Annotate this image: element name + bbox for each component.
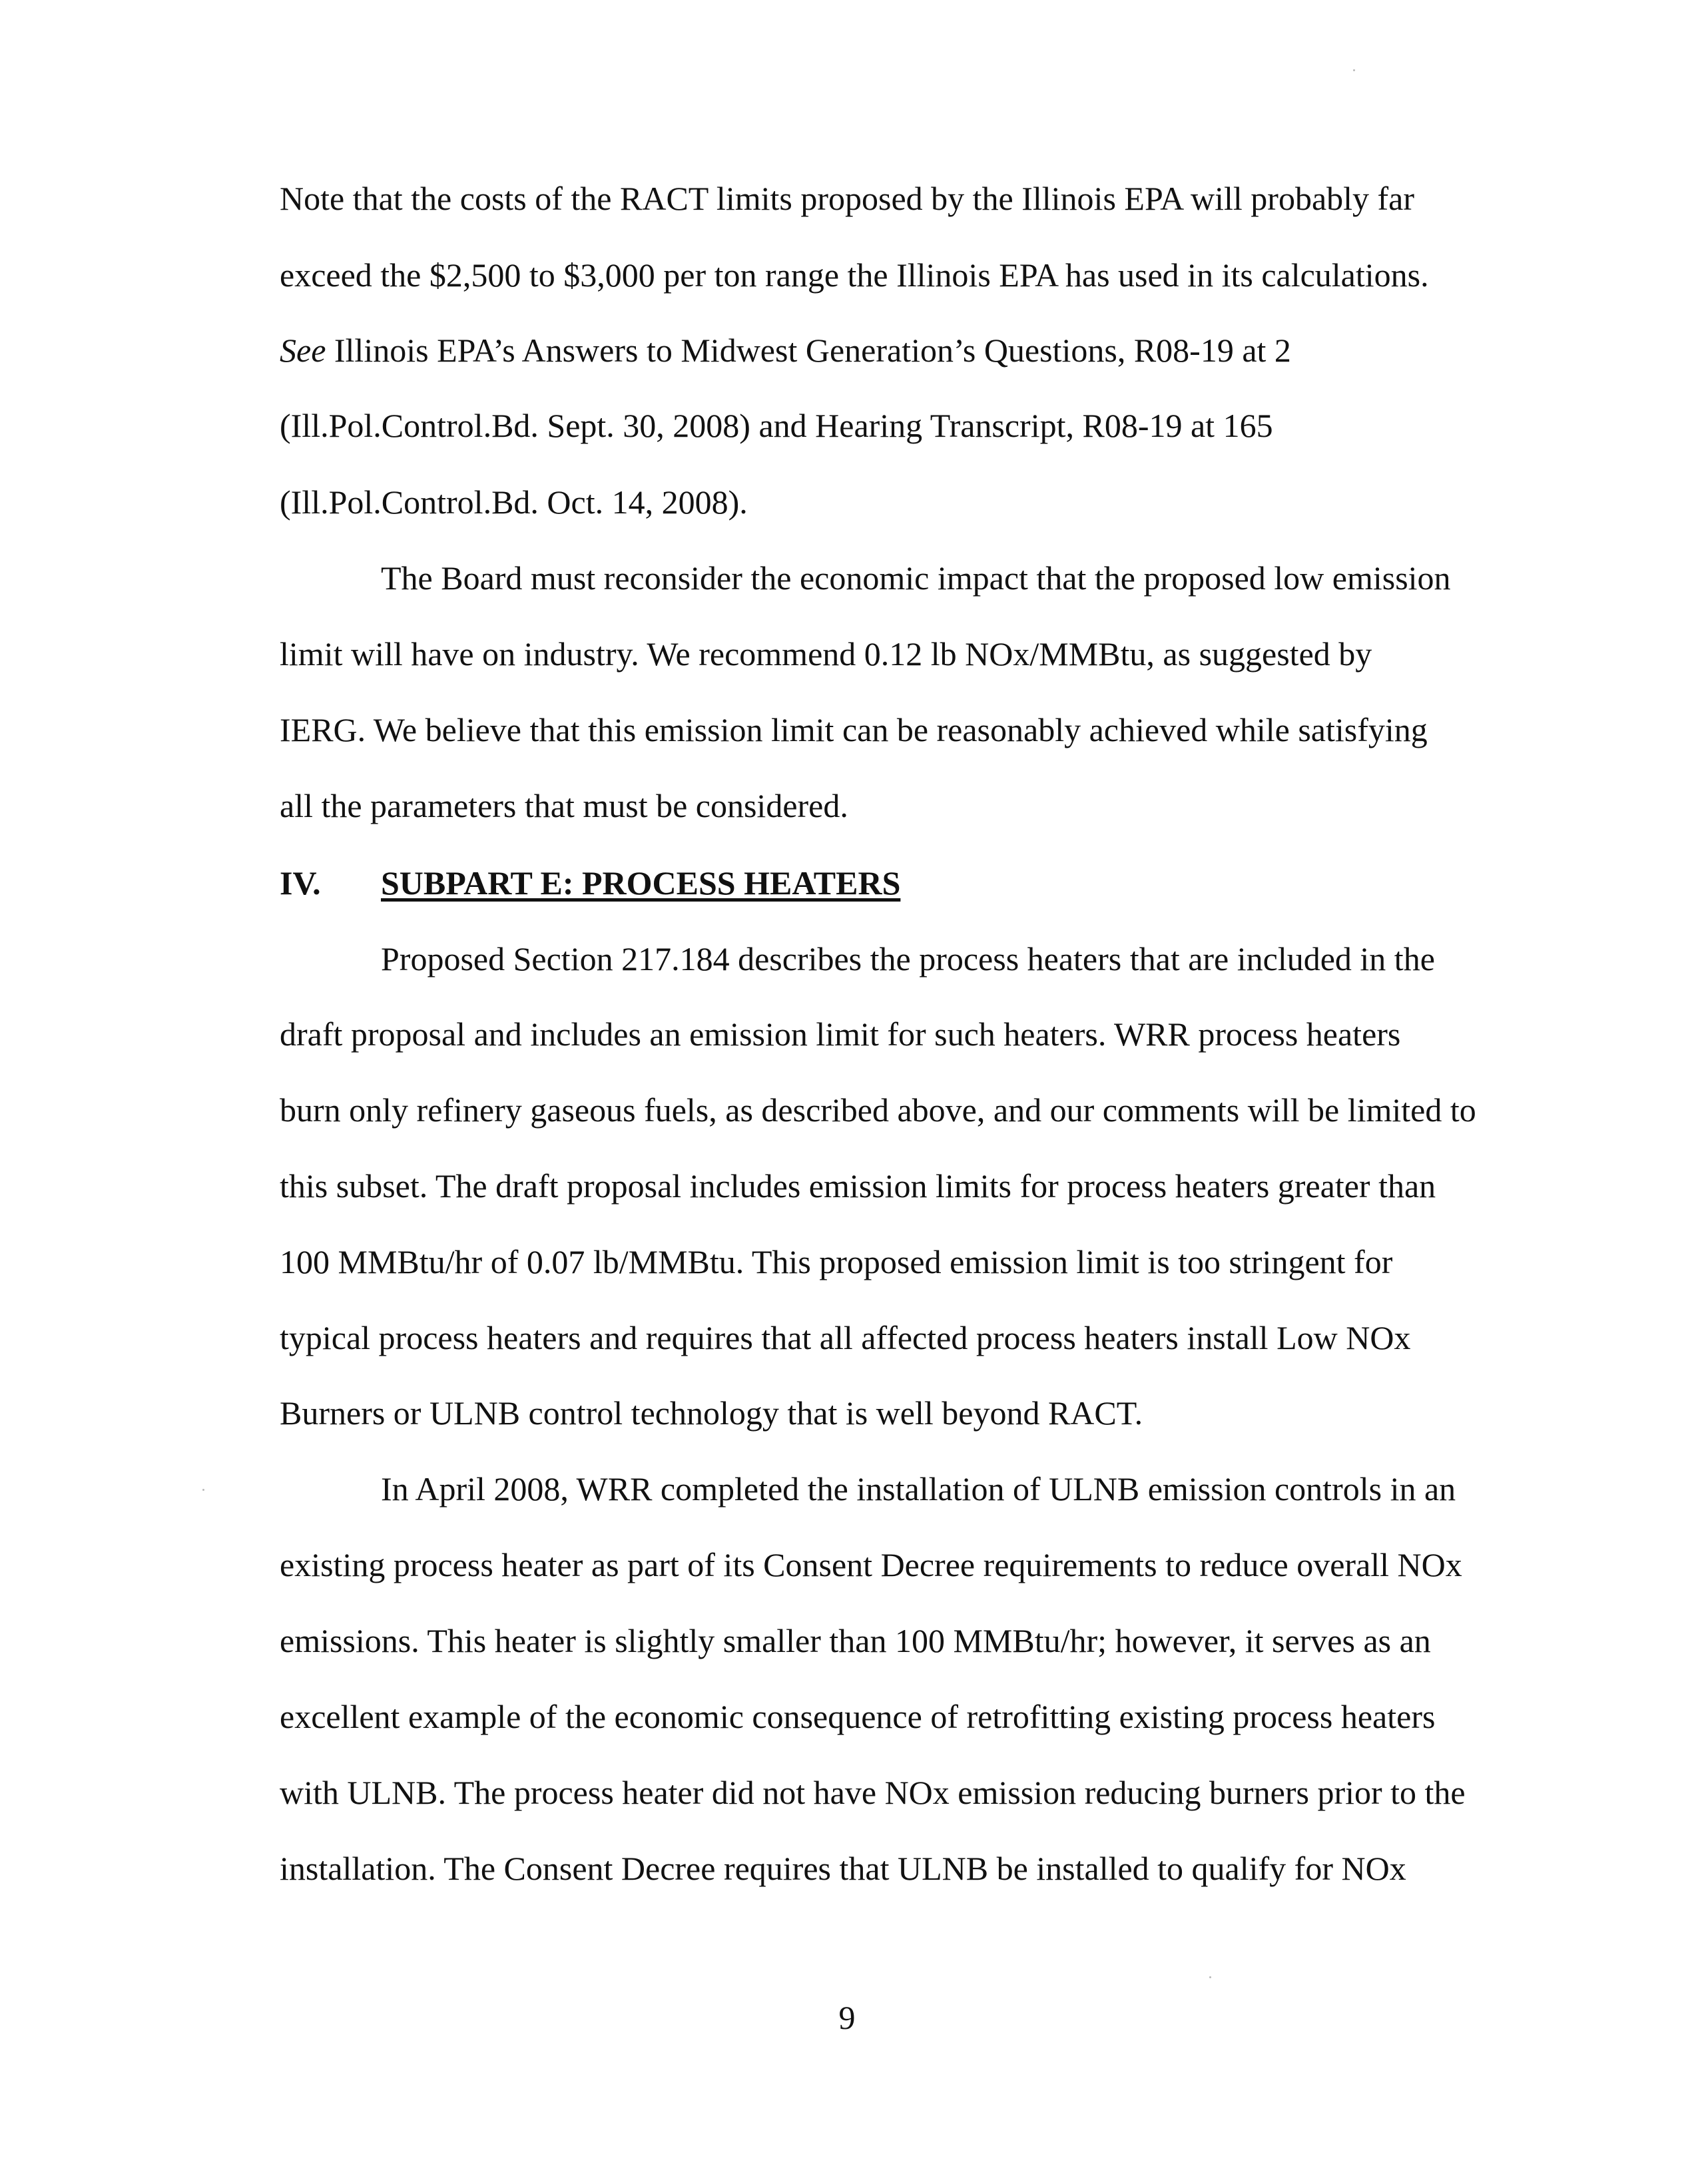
scan-speck [202,1489,204,1491]
paragraph-2-line-3: IERG. We believe that this emission limit can be reasonably achieved while satisfying [280,711,1428,748]
scan-speck [1353,69,1355,71]
paragraph-3-line-7: Burners or ULNB control technology that is well beyond RACT. [280,1394,1143,1432]
paragraph-4-line-4: excellent example of the economic consequence of retrofitting existing process heaters [280,1698,1436,1735]
paragraph-4-line-6: installation. The Consent Decree requires that ULNB be installed to qualify for NOx [280,1850,1406,1887]
paragraph-4-line-5: with ULNB. The process heater did not have NOx emission reducing burners prior to the [280,1774,1466,1811]
paragraph-2-line-1: The Board must reconsider the economic impact that the proposed low emission [381,559,1451,597]
paragraph-2-line-4: all the parameters that must be considered. [280,787,848,824]
scan-speck [1209,1976,1211,1978]
page-number: 9 [838,1999,856,2036]
section-number: IV. [280,864,321,902]
paragraph-1-line-2: exceed the $2,500 to $3,000 per ton range the Illinois EPA has used in its calculations. [280,256,1429,294]
paragraph-3-line-3: burn only refinery gaseous fuels, as described above, and our comments will be limited to [280,1091,1476,1129]
paragraph-1-line-3-text: Illinois EPA’s Answers to Midwest Generation’s Questions, R08-19 at 2 [334,332,1291,369]
paragraph-4-line-3: emissions. This heater is slightly smaller than 100 MMBtu/hr; however, it serves as an [280,1622,1431,1659]
paragraph-3-line-4: this subset. The draft proposal includes emission limits for process heaters greater than [280,1167,1436,1205]
paragraph-4-line-1: In April 2008, WRR completed the installation of ULNB emission controls in an [381,1470,1456,1507]
paragraph-4-line-2: existing process heater as part of its Consent Decree requirements to reduce overall NOx [280,1546,1462,1583]
paragraph-3-line-2: draft proposal and includes an emission limit for such heaters. WRR process heaters [280,1015,1401,1053]
section-title: SUBPART E: PROCESS HEATERS [381,864,901,902]
paragraph-1-line-5: (Ill.Pol.Control.Bd. Oct. 14, 2008). [280,483,748,521]
paragraph-1-line-4: (Ill.Pol.Control.Bd. Sept. 30, 2008) and Hearing Transcript, R08-19 at 165 [280,407,1273,444]
paragraph-2-line-2: limit will have on industry. We recommend 0.12 lb NOx/MMBtu, as suggested by [280,635,1372,673]
paragraph-3-line-5: 100 MMBtu/hr of 0.07 lb/MMBtu. This proposed emission limit is too stringent for [280,1243,1393,1280]
paragraph-1-line-3 [280,330,1291,370]
paragraph-3-line-1: Proposed Section 217.184 describes the process heaters that are included in the [381,940,1435,977]
paragraph-3-line-6: typical process heaters and requires that all affected process heaters install Low NOx [280,1319,1411,1356]
see-signal: See [280,332,326,369]
paragraph-1-line-1: Note that the costs of the RACT limits proposed by the Illinois EPA will probably far [280,180,1415,217]
